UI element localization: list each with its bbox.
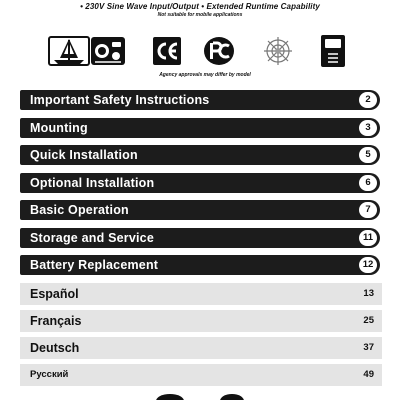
feature-subline: Not suitable for mobile applications	[157, 12, 243, 18]
toc-item-safety[interactable]	[20, 90, 382, 110]
toc-item-basic-operation[interactable]	[20, 200, 382, 220]
toc-item-optional-installation[interactable]	[20, 173, 382, 193]
toc-item-label: Русский	[30, 368, 69, 380]
toc-page-number: 25	[363, 314, 374, 326]
toc-item-label: Important Safety Instructions	[30, 93, 210, 107]
ce-mark-icon	[152, 36, 182, 66]
page-header	[0, 2, 400, 18]
ship-rv-icon	[48, 36, 90, 66]
toc-page-number: 5	[359, 147, 377, 163]
toc-item-quick-installation[interactable]	[20, 145, 382, 165]
starburst-seal-icon	[262, 35, 294, 67]
toc-item-battery-replacement[interactable]	[20, 255, 382, 275]
toc-item-label: Español	[30, 286, 79, 301]
agency-approvals-note: Agency approvals may differ by model	[159, 72, 251, 78]
toc-item-label: Deutsch	[30, 340, 80, 355]
toc-item-mounting[interactable]	[20, 118, 382, 138]
toc-item-label: Quick Installation	[30, 148, 138, 162]
toc-item-russian[interactable]	[20, 364, 382, 386]
certification-icon-row	[48, 32, 368, 72]
toc-item-label: Optional Installation	[30, 175, 155, 190]
toc-page-number: 49	[363, 368, 374, 380]
toc-page-number: 7	[359, 202, 377, 218]
toc-item-espanol[interactable]	[20, 283, 382, 305]
toc-page-number: 3	[359, 120, 377, 136]
toc-page-number: 2	[359, 92, 377, 108]
toc-item-label: Battery Replacement	[30, 258, 159, 272]
toc-item-label: Mounting	[30, 120, 88, 135]
toc-item-storage-service[interactable]	[20, 228, 382, 248]
table-of-contents	[20, 90, 382, 391]
toc-page-number: 11	[359, 230, 377, 246]
toc-item-label: Français	[30, 313, 82, 328]
battery-mascot-icon	[90, 36, 126, 66]
toc-page-number: 37	[363, 341, 374, 353]
ups-device-icon	[320, 34, 346, 68]
bottom-left-logo-icon	[156, 394, 184, 400]
toc-page-number: 6	[359, 175, 377, 191]
toc-page-number: 13	[363, 287, 374, 299]
toc-item-deutsch[interactable]	[20, 337, 382, 359]
bottom-logo-fragments	[150, 392, 250, 400]
pct-mark-icon	[202, 35, 236, 67]
toc-item-label: Storage and Service	[30, 230, 154, 245]
toc-item-label: Basic Operation	[30, 203, 129, 217]
toc-page-number: 12	[359, 257, 377, 273]
toc-item-francais[interactable]	[20, 310, 382, 332]
bottom-right-logo-icon	[220, 394, 244, 400]
feature-line: • 230V Sine Wave Input/Output • Extended Runtime Capability	[80, 2, 320, 11]
